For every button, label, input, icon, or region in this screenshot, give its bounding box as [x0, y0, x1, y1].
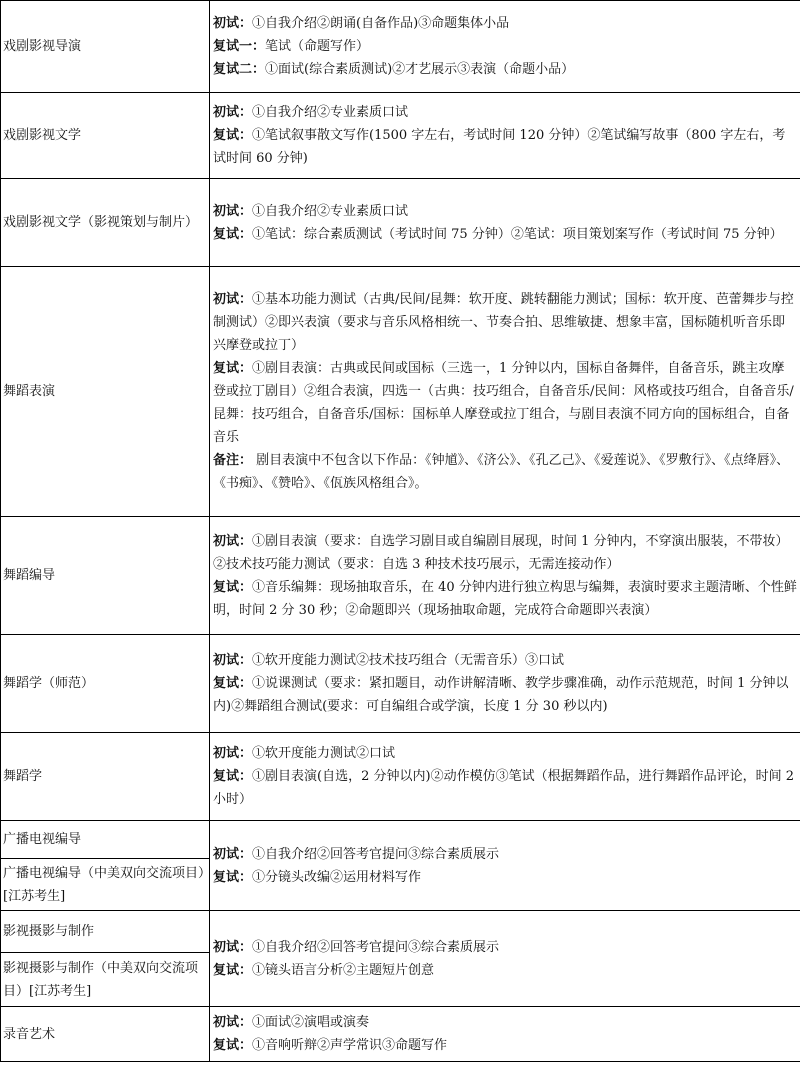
- requirement-text: ①自我介绍②专业素质口试: [252, 105, 409, 120]
- requirement-label: 复试：: [213, 579, 253, 595]
- requirement-label: 初试：: [213, 533, 253, 549]
- requirement-line: [213, 288, 797, 357]
- requirement-label: 初试：: [213, 939, 253, 955]
- requirement-text: ①剧目表演(自选，2 分钟以内)②动作模仿③笔试（根据舞蹈作品，进行舞蹈作品评论，时间 2 小时）: [213, 769, 794, 807]
- requirement-text: ①自我介绍②专业素质口试: [252, 203, 409, 219]
- requirement-line: [213, 124, 797, 170]
- requirement-text: ①说课测试（要求：紧扣题目，动作讲解清晰、教学步骤准确，动作示范规范，时间 1 分钟以内)②舞蹈组合测试(要求：可自编组合或学演，长度 1 分 30 秒以内): [213, 676, 789, 714]
- requirement-text: ①分镜头改编②运用材料写作: [252, 869, 422, 885]
- major-name: 戏剧影视文学（影视策划与制片）: [1, 179, 210, 267]
- major-name: 广播电视编导（中美双向交流项目）[江苏考生]: [1, 859, 210, 911]
- requirement-line: [213, 35, 797, 58]
- requirement-label: 初试：: [213, 846, 253, 862]
- table-row: [1, 1, 800, 93]
- table-row: [1, 821, 800, 859]
- requirement-line: [213, 1034, 797, 1057]
- requirement-text: 笔试（命题写作）: [265, 39, 370, 54]
- requirements-cell: [210, 733, 800, 821]
- requirement-line: [213, 530, 797, 576]
- requirement-line: [213, 843, 797, 866]
- requirement-line: [213, 936, 797, 959]
- requirement-line: [213, 58, 797, 81]
- requirement-text: ①自我介绍②回答考官提问③综合素质展示: [252, 846, 500, 862]
- requirement-line: [213, 12, 797, 35]
- requirement-text: ①笔试叙事散文写作(1500 字左右，考试时间 120 分钟）②笔试编写故事（800 字左右，考试时间 60 分钟): [213, 128, 786, 166]
- requirements-cell: [210, 179, 800, 267]
- table-row: [1, 179, 800, 267]
- requirement-label: 复试：: [213, 361, 253, 376]
- requirement-text: ①软开度能力测试②口试: [252, 746, 396, 761]
- requirement-label: 复试：: [213, 869, 253, 885]
- requirement-text: ①软开度能力测试②技术技巧组合（无需音乐）③口试: [252, 653, 565, 668]
- requirement-text: ①剧目表演（要求：自选学习剧目或自编剧目展现，时间 1 分钟内，不穿演出服装，不带妆）②技术技巧能力测试（要求：自选 3 种技术技巧展示，无需连接动作）: [213, 533, 789, 572]
- requirement-text: ①自我介绍②朗诵(自备作品)③命题集体小品: [252, 16, 510, 31]
- major-name: 影视摄影与制作（中美双向交流项目）[江苏考生]: [1, 953, 210, 1007]
- requirements-cell: [210, 821, 800, 911]
- requirement-line: [213, 765, 797, 811]
- requirements-cell: [210, 911, 800, 1007]
- requirement-line: [213, 449, 797, 495]
- requirement-text: ①音响听辩②声学常识③命题写作: [252, 1038, 448, 1053]
- requirement-label: 复试一：: [213, 39, 266, 54]
- requirement-label: 复试：: [213, 769, 253, 784]
- table-row: [1, 635, 800, 733]
- major-name: 录音艺术: [1, 1007, 210, 1062]
- requirement-label: 初试：: [213, 105, 253, 120]
- requirement-text: ①面试(综合素质测试)②才艺展示③表演（命题小品）: [265, 62, 575, 77]
- requirement-text: 剧目表演中不包含以下作品：《钟馗》、《济公》、《孔乙己》、《爱莲说》、《罗敷行》、《点绛唇》、《书痴》、《赞哈》、《佤族风格组合》。: [213, 453, 790, 491]
- requirement-line: [213, 223, 797, 246]
- requirement-text: ①笔试：综合素质测试（考试时间 75 分钟）②笔试：项目策划案写作（考试时间 75 分钟）: [252, 226, 783, 242]
- requirement-line: [213, 200, 797, 223]
- requirement-line: [213, 576, 797, 622]
- major-name: 舞蹈表演: [1, 267, 210, 517]
- requirement-text: ①面试②演唱或演奏: [252, 1015, 370, 1030]
- requirement-label: 初试：: [213, 16, 253, 31]
- requirement-text: ①镜头语言分析②主题短片创意: [252, 962, 435, 978]
- major-name: 影视摄影与制作: [1, 911, 210, 953]
- major-name: 戏剧影视导演: [1, 1, 210, 93]
- requirement-label: 初试：: [213, 203, 253, 219]
- requirement-line: [213, 101, 797, 124]
- table-row: [1, 911, 800, 953]
- requirement-line: [213, 742, 797, 765]
- table-row: [1, 267, 800, 517]
- table-row: [1, 93, 800, 179]
- requirement-label: 备注：: [213, 453, 253, 468]
- requirement-label: 复试：: [213, 676, 253, 691]
- major-name: 舞蹈学（师范）: [1, 635, 210, 733]
- major-name: 戏剧影视文学: [1, 93, 210, 179]
- requirement-label: 复试二：: [213, 62, 266, 77]
- major-name: 广播电视编导: [1, 821, 210, 859]
- requirement-text: ①剧目表演：古典或民间或国标（三选一，1 分钟以内，国标自备舞伴，自备音乐，跳主攻摩登或拉丁剧目）②组合表演，四选一（古典：技巧组合，自备音乐/民间：风格或技巧组合，自备音乐/昆舞：技巧组合，自备音乐/国标：国标单人摩登或拉丁组合，与剧目表演不同方向的国标组合，自备音乐: [213, 361, 794, 445]
- requirements-cell: [210, 267, 800, 517]
- requirements-cell: [210, 1007, 800, 1062]
- requirement-label: 复试：: [213, 128, 253, 143]
- requirements-cell: [210, 517, 800, 635]
- major-name: 舞蹈编导: [1, 517, 210, 635]
- requirement-line: [213, 1011, 797, 1034]
- table-row: [1, 517, 800, 635]
- major-name: 舞蹈学: [1, 733, 210, 821]
- requirement-label: 初试：: [213, 653, 253, 668]
- requirement-line: [213, 649, 797, 672]
- requirements-cell: [210, 635, 800, 733]
- requirement-label: 初试：: [213, 1015, 253, 1030]
- requirements-cell: [210, 1, 800, 93]
- requirement-text: ①音乐编舞：现场抽取音乐，在 40 分钟内进行独立构思与编舞，表演时要求主题清晰、个性鲜明，时间 2 分 30 秒；②命题即兴（现场抽取命题，完成符合命题即兴表演）: [213, 579, 797, 618]
- table-row: [1, 1007, 800, 1062]
- requirements-cell: [210, 93, 800, 179]
- requirement-label: 复试：: [213, 962, 253, 978]
- requirement-line: [213, 672, 797, 718]
- requirement-line: [213, 959, 797, 982]
- requirement-text: ①自我介绍②回答考官提问③综合素质展示: [252, 939, 500, 955]
- requirement-line: [213, 357, 797, 449]
- table-row: [1, 733, 800, 821]
- requirement-label: 复试：: [213, 1038, 253, 1053]
- requirement-label: 复试：: [213, 226, 253, 242]
- requirement-label: 初试：: [213, 746, 253, 761]
- requirement-text: ①基本功能力测试（古典/民间/昆舞：软开度、跳转翻能力测试；国标：软开度、芭蕾舞步与控制测试）②即兴表演（要求与音乐风格相统一、节奏合拍、思维敏捷、想象丰富，国标随机听音乐即兴摩登或拉丁）: [213, 292, 794, 353]
- requirement-label: 初试：: [213, 292, 253, 307]
- requirement-line: [213, 866, 797, 889]
